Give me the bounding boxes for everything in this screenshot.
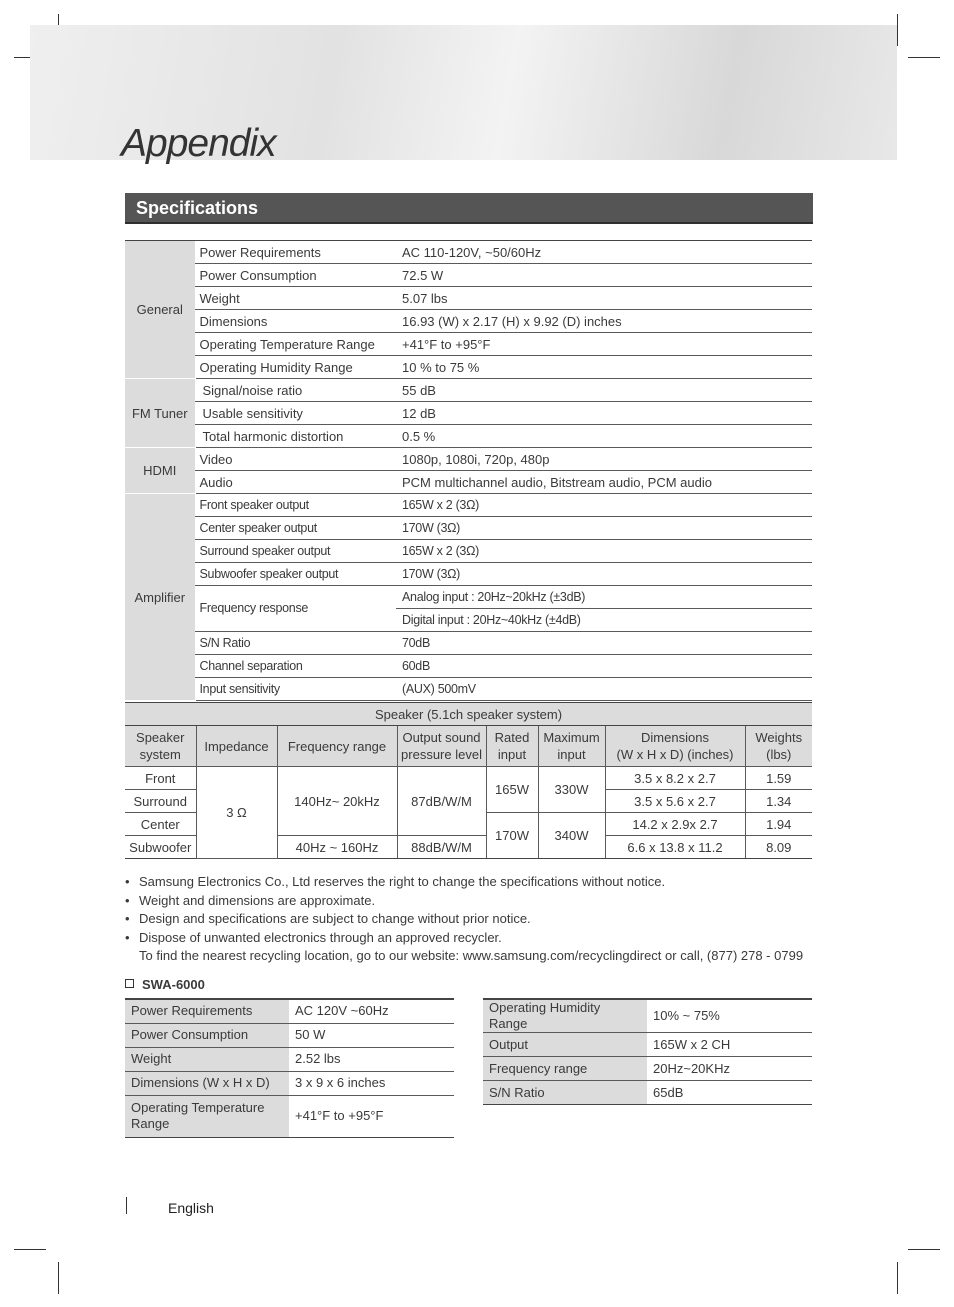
table-row	[125, 264, 812, 287]
table-row	[125, 767, 812, 790]
spec-label: Power Requirements	[125, 999, 289, 1023]
spec-value: 65dB	[647, 1081, 812, 1105]
bullet: •	[125, 874, 130, 889]
table-cell: 330W	[538, 767, 605, 813]
table-row	[125, 287, 812, 310]
spec-value: 170W (3Ω)	[396, 563, 812, 586]
spec-label: Power Requirements	[195, 241, 396, 264]
footer-language: English	[168, 1200, 214, 1216]
spec-value: 55 dB	[396, 379, 812, 402]
spec-label: Video	[195, 448, 396, 471]
table-row	[125, 1023, 454, 1047]
table-row	[125, 1071, 454, 1095]
spec-label: Operating Humidity Range	[483, 999, 647, 1033]
spec-value: Digital input : 20Hz~40kHz (±4dB)	[396, 609, 812, 632]
spec-label: Front speaker output	[195, 494, 396, 517]
spec-value: 3 x 9 x 6 inches	[289, 1071, 454, 1095]
column-header: Output sound pressure level	[397, 726, 486, 767]
column-header: Dimensions (W x H x D) (inches)	[605, 726, 745, 767]
spec-label: Signal/noise ratio	[195, 379, 396, 402]
bullet: •	[125, 892, 130, 908]
list-item: • Design and specifications are subject to change without prior notice.	[125, 910, 825, 929]
footer-divider	[126, 1197, 127, 1214]
crop-mark	[908, 1249, 940, 1250]
spec-label: Frequency range	[483, 1057, 647, 1081]
spec-label: Dimensions	[195, 310, 396, 333]
table-cell: 3 Ω	[196, 767, 277, 859]
spec-value: 16.93 (W) x 2.17 (H) x 9.92 (D) inches	[396, 310, 812, 333]
category-general: General	[125, 241, 195, 379]
list-item-continuation: To find the nearest recycling location, go to our website: www.samsung.com/recyclingdirect or call, (877) 278 - 0799	[139, 948, 804, 964]
table-row	[125, 999, 454, 1023]
column-header: Frequency range	[277, 726, 397, 767]
spec-label: Usable sensitivity	[195, 402, 396, 425]
table-cell: 170W	[486, 813, 538, 859]
crop-mark	[897, 1262, 898, 1294]
spec-value: (AUX) 500mV	[396, 678, 812, 701]
table-row	[125, 471, 812, 494]
column-header: Maximum input	[538, 726, 605, 767]
swa-right-table	[483, 998, 812, 1105]
table-cell: Center	[125, 813, 196, 836]
table-cell: 1.94	[745, 813, 812, 836]
specifications-table	[125, 240, 812, 701]
spec-value: 170W (3Ω)	[396, 517, 812, 540]
table-row	[125, 1095, 454, 1137]
table-cell: 88dB/W/M	[397, 836, 486, 859]
table-cell: 6.6 x 13.8 x 11.2	[605, 836, 745, 859]
table-row	[125, 586, 812, 609]
table-cell: 3.5 x 5.6 x 2.7	[605, 790, 745, 813]
spec-label: Operating Temperature Range	[125, 1095, 289, 1137]
table-cell: 14.2 x 2.9x 2.7	[605, 813, 745, 836]
table-cell: 8.09	[745, 836, 812, 859]
table-row	[125, 310, 812, 333]
spec-label: Audio	[195, 471, 396, 494]
section-header	[125, 193, 813, 224]
table-row	[125, 494, 812, 517]
table-row	[125, 333, 812, 356]
spec-value: 60dB	[396, 655, 812, 678]
table-cell: 3.5 x 8.2 x 2.7	[605, 767, 745, 790]
subsection-title: SWA-6000	[125, 977, 205, 992]
spec-value: 165W x 2 CH	[647, 1033, 812, 1057]
table-cell: 340W	[538, 813, 605, 859]
column-header: Weights (lbs)	[745, 726, 812, 767]
spec-label: Center speaker output	[195, 517, 396, 540]
spec-value: +41°F to +95°F	[289, 1095, 454, 1137]
spec-label: Power Consumption	[195, 264, 396, 287]
spec-value: 20Hz~20KHz	[647, 1057, 812, 1081]
swa-left-table	[125, 998, 454, 1138]
spec-label: Channel separation	[195, 655, 396, 678]
speaker-table-title: Speaker (5.1ch speaker system)	[125, 703, 812, 726]
column-header: Rated input	[486, 726, 538, 767]
column-header: Impedance	[196, 726, 277, 767]
category-amplifier: Amplifier	[125, 494, 195, 701]
checkbox-square-icon	[125, 979, 134, 988]
table-cell: 1.34	[745, 790, 812, 813]
table-cell: 165W	[486, 767, 538, 813]
table-cell: 1.59	[745, 767, 812, 790]
page-title: Appendix	[121, 122, 276, 165]
table-row	[125, 1047, 454, 1071]
spec-value: 165W x 2 (3Ω)	[396, 540, 812, 563]
spec-label: Output	[483, 1033, 647, 1057]
crop-mark	[908, 57, 940, 58]
list-item: • Samsung Electronics Co., Ltd reserves the right to change the specifications without notice.	[125, 873, 825, 892]
spec-value: 5.07 lbs	[396, 287, 812, 310]
list-item: • Dispose of unwanted electronics through an approved recycler.	[125, 929, 825, 948]
table-row	[125, 703, 812, 726]
table-row	[125, 356, 812, 379]
table-cell: Subwoofer	[125, 836, 196, 859]
table-cell: Surround	[125, 790, 196, 813]
spec-label: S/N Ratio	[483, 1081, 647, 1105]
column-header: Speaker system	[125, 726, 196, 767]
table-row	[483, 1033, 812, 1057]
spec-value: 72.5 W	[396, 264, 812, 287]
table-cell: Front	[125, 767, 196, 790]
table-header-row	[125, 726, 812, 767]
spec-label: Power Consumption	[125, 1023, 289, 1047]
spec-value: 1080p, 1080i, 720p, 480p	[396, 448, 812, 471]
bullet: •	[125, 929, 130, 945]
table-row	[125, 241, 812, 264]
spec-value: 10% ~ 75%	[647, 999, 812, 1033]
speaker-table	[125, 702, 812, 859]
spec-value: 0.5 %	[396, 425, 812, 448]
spec-value: 10 % to 75 %	[396, 356, 812, 379]
table-row	[483, 1057, 812, 1081]
spec-label: Operating Temperature Range	[195, 333, 396, 356]
spec-value: 50 W	[289, 1023, 454, 1047]
spec-label: Weight	[125, 1047, 289, 1071]
spec-label: S/N Ratio	[195, 632, 396, 655]
table-cell: 140Hz~ 20kHz	[277, 767, 397, 836]
list-item: • Weight and dimensions are approximate.	[125, 892, 825, 911]
spec-value: 165W x 2 (3Ω)	[396, 494, 812, 517]
table-cell: 87dB/W/M	[397, 767, 486, 836]
category-hdmi: HDMI	[125, 448, 195, 494]
table-row	[125, 379, 812, 402]
spec-label: Input sensitivity	[195, 678, 396, 701]
table-row	[483, 1081, 812, 1105]
spec-label: Subwoofer speaker output	[195, 563, 396, 586]
spec-label: Surround speaker output	[195, 540, 396, 563]
section-title: Specifications	[136, 198, 259, 218]
table-row	[125, 655, 812, 678]
spec-label: Frequency response	[195, 586, 396, 632]
spec-label: Operating Humidity Range	[195, 356, 396, 379]
crop-mark	[14, 1249, 46, 1250]
spec-value: 70dB	[396, 632, 812, 655]
table-row	[483, 999, 812, 1033]
spec-label: Total harmonic distortion	[195, 425, 396, 448]
category-fm-tuner: FM Tuner	[125, 379, 195, 448]
crop-mark	[897, 14, 898, 46]
bullet: •	[125, 911, 130, 927]
spec-label: Dimensions (W x H x D)	[125, 1071, 289, 1095]
spec-value: AC 120V ~60Hz	[289, 999, 454, 1023]
table-row	[125, 563, 812, 586]
spec-value: AC 110-120V, ~50/60Hz	[396, 241, 812, 264]
spec-value: +41°F to +95°F	[396, 333, 812, 356]
table-row	[125, 425, 812, 448]
spec-value: 12 dB	[396, 402, 812, 425]
table-cell: 40Hz ~ 160Hz	[277, 836, 397, 859]
table-row	[125, 448, 812, 471]
crop-mark	[58, 1262, 59, 1294]
spec-value: 2.52 lbs	[289, 1047, 454, 1071]
table-row	[125, 517, 812, 540]
table-row	[125, 632, 812, 655]
spec-value: PCM multichannel audio, Bitstream audio, PCM audio	[396, 471, 812, 494]
table-row	[125, 402, 812, 425]
notes-list	[125, 873, 825, 966]
spec-value: Analog input : 20Hz~20kHz (±3dB)	[396, 586, 812, 609]
spec-label: Weight	[195, 287, 396, 310]
table-row	[125, 540, 812, 563]
table-row	[125, 678, 812, 701]
